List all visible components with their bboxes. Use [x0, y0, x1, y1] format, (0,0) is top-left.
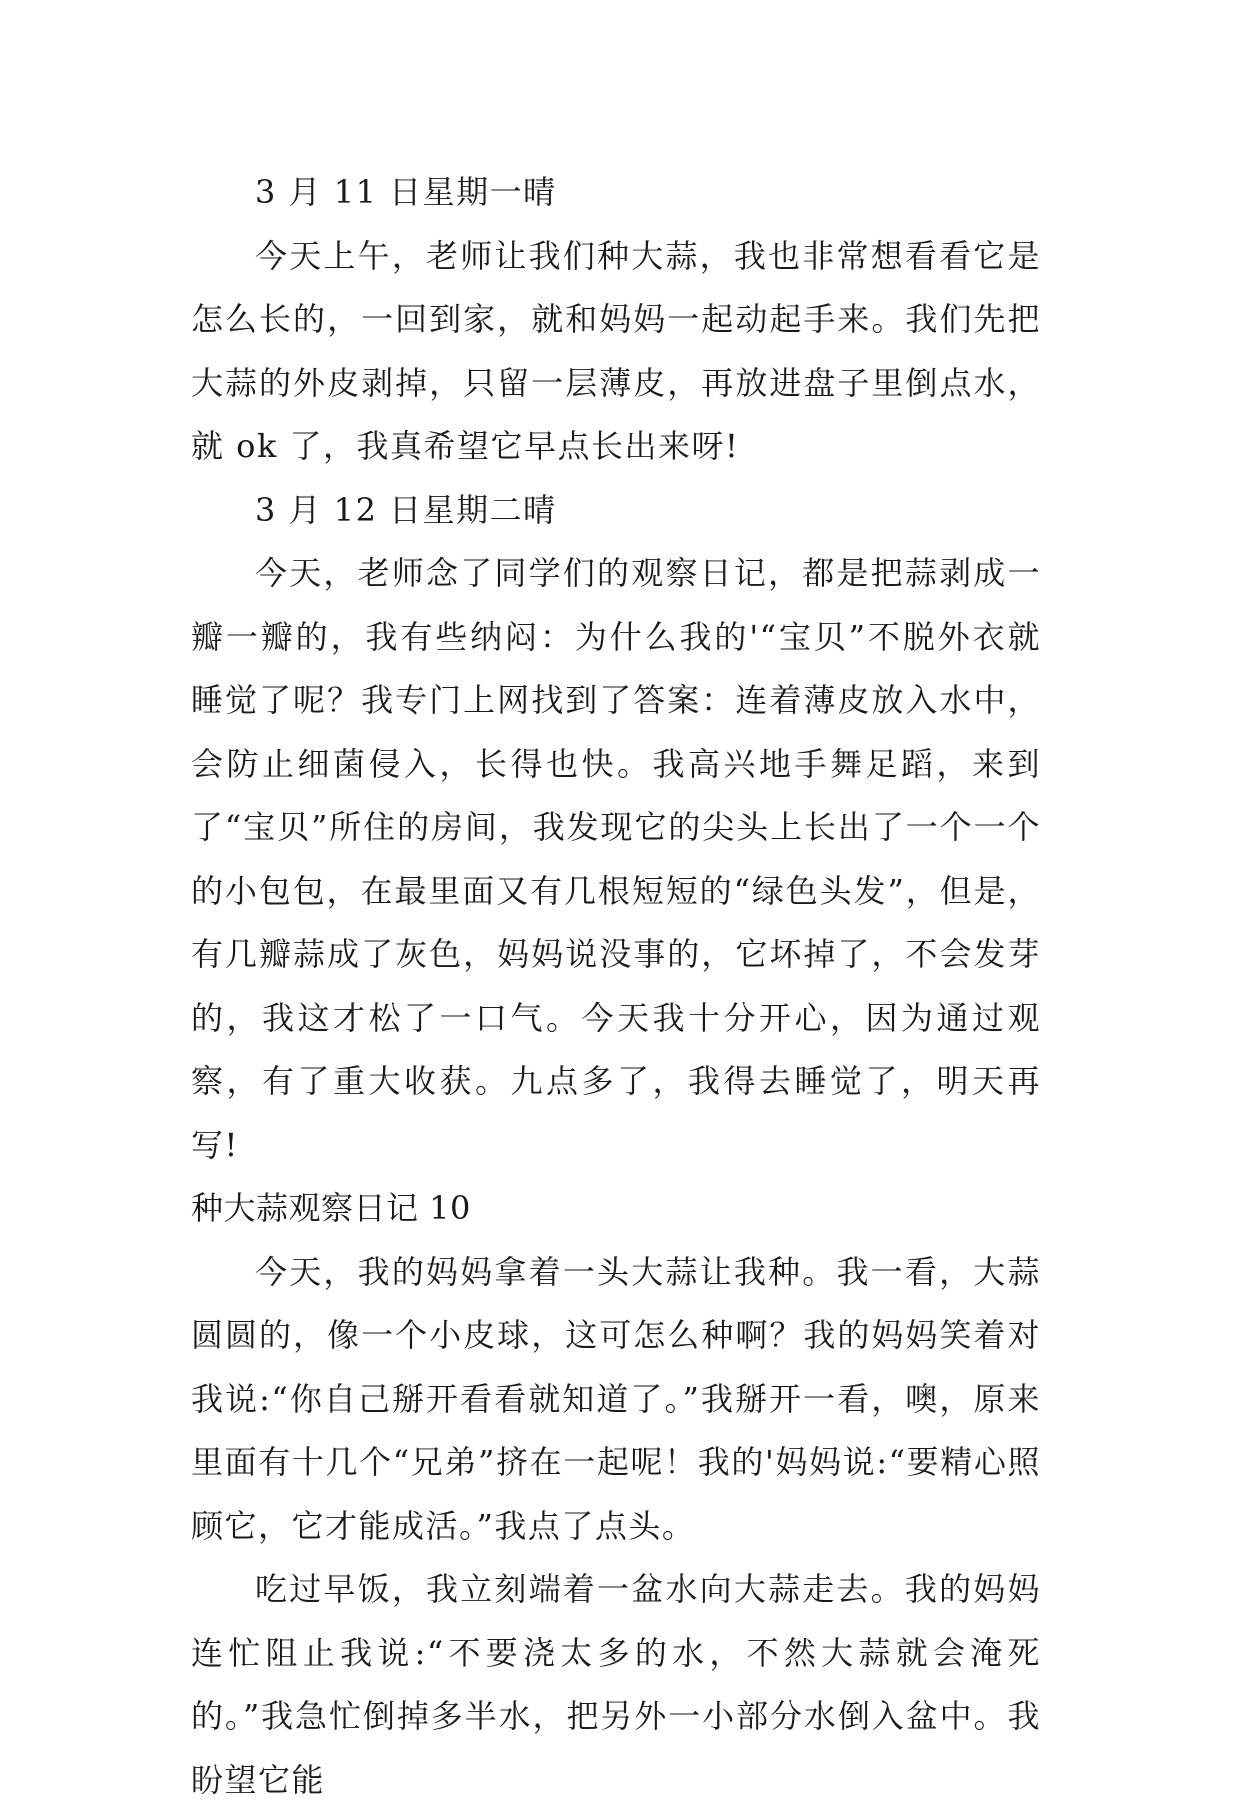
diary-paragraph: 今天，老师念了同学们的观察日记，都是把蒜剥成一瓣一瓣的，我有些纳闷：为什么我的'“宝贝”不脱外衣就睡觉了呢？我专门上网找到了答案：连着薄皮放入水中，会防止细菌侵入，长得也快。我高兴地手舞足蹈，来到了“宝贝”所住的房间，我发现它的尖头上长出了一个一个的小包包，在最里面又有几根短短的“绿色头发”，但是，有几瓣蒜成了灰色，妈妈说没事的，它坏掉了，不会发芽的，我这才松了一口气。今天我十分开心，因为通过观察，有了重大收获。九点多了，我得去睡觉了，明天再写!	[191, 554, 1041, 1164]
diary-paragraph: 今天，我的妈妈拿着一头大蒜让我种。我一看，大蒜圆圆的，像一个小皮球，这可怎么种啊？我的妈妈笑着对我说:“你自己掰开看看就知道了。”我掰开一看，噢，原来里面有十几个“兄弟”挤在一起呢！我的'妈妈说:“要精心照顾它，它才能成活。”我点了点头。	[191, 1252, 1041, 1545]
document-body	[191, 161, 1041, 1812]
diary-date-line: 3 月 12 日星期二晴	[255, 490, 557, 529]
diary-paragraph: 吃过早饭，我立刻端着一盆水向大蒜走去。我的妈妈连忙阻止我说:“不要浇太多的水，不然大蒜就会淹死的。”我急忙倒掉多半水，把另外一小部分水倒入盆中。我盼望它能	[191, 1570, 1041, 1799]
diary-date-line: 3 月 11 日星期一晴	[255, 173, 557, 211]
section-heading: 种大蒜观察日记 10	[191, 1189, 471, 1227]
diary-paragraph: 今天上午，老师让我们种大蒜，我也非常想看看它是怎么长的，一回到家，就和妈妈一起动起手来。我们先把大蒜的外皮剥掉，只留一层薄皮，再放进盘子里倒点水，就 ok 了，我真希望它早点长出来呀!	[191, 236, 1041, 465]
